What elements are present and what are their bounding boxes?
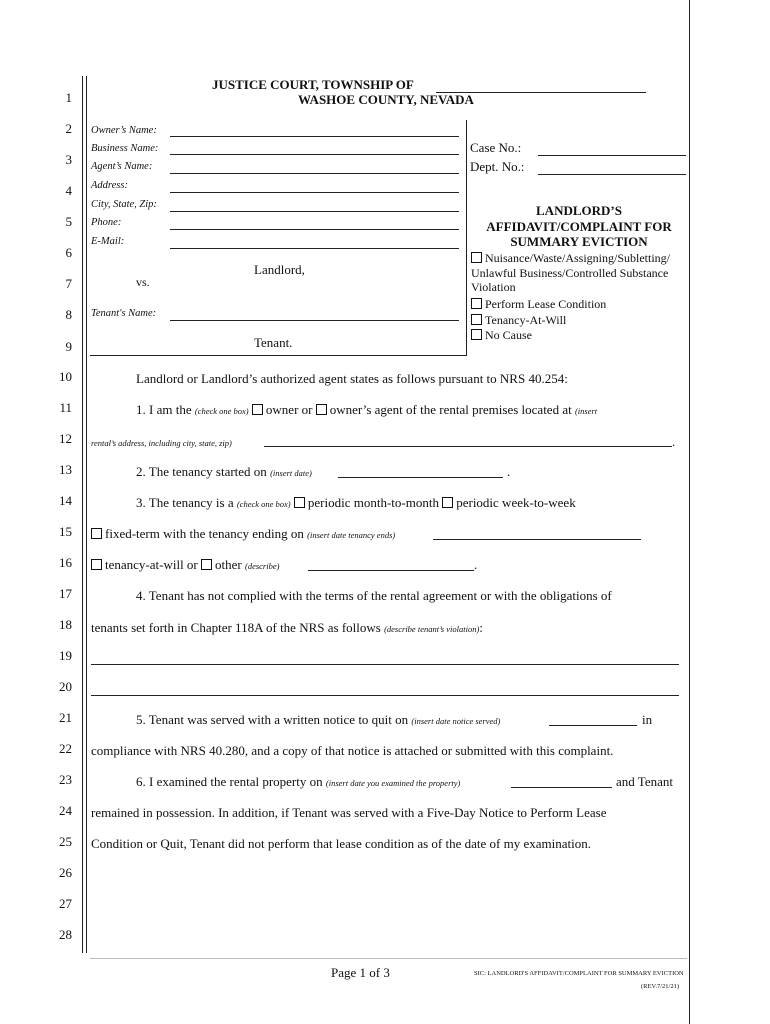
case-no-field[interactable] <box>538 155 686 156</box>
address-field[interactable] <box>170 192 459 193</box>
tenant-name-label: Tenant's Name: <box>91 308 157 319</box>
line-number: 16 <box>59 555 72 570</box>
line-number: 2 <box>65 121 72 136</box>
vs-label: vs. <box>136 275 150 289</box>
week-to-week-checkbox[interactable] <box>442 497 453 508</box>
line-number: 24 <box>59 803 72 818</box>
p1-hint: (check one box) <box>194 406 249 416</box>
tenancy-end-field[interactable] <box>433 539 641 540</box>
case-no-label: Case No.: <box>470 140 522 155</box>
tenancy-at-will-checkbox[interactable] <box>91 559 102 570</box>
p2-end: . <box>507 464 511 479</box>
line-number: 23 <box>59 772 72 787</box>
court-name: JUSTICE COURT, TOWNSHIP OF <box>212 77 414 92</box>
business-name-label: Business Name: <box>91 143 159 154</box>
p1-hint-3: rental’s address, including city, state, zip) <box>91 438 232 448</box>
option-perform-lease[interactable] <box>471 297 606 312</box>
form-revision: (REV.7/21/21) <box>641 983 679 990</box>
month-to-month-checkbox[interactable] <box>294 497 305 508</box>
margin-rule-left-1 <box>82 76 83 953</box>
checkbox-icon[interactable] <box>471 314 482 325</box>
p3-hint-3: (describe) <box>244 561 280 571</box>
line-number: 4 <box>65 183 72 198</box>
city-label: City, State, Zip: <box>91 199 157 210</box>
p6-text: 6. I examined the rental property on <box>136 774 323 789</box>
agent-checkbox[interactable] <box>316 404 327 415</box>
p4-hint: (describe tenant’s violation) <box>384 624 480 634</box>
paragraph-5-line2: compliance with NRS 40.280, and a copy of that notice is attached or submitted with this complaint. <box>91 743 614 758</box>
p1-hint-2: (insert <box>574 406 598 416</box>
line-number: 26 <box>59 865 72 880</box>
line-number: 21 <box>59 710 72 725</box>
page-number: Page 1 of 3 <box>331 965 390 980</box>
p3-hint: (check one box) <box>236 499 291 509</box>
paragraph-1-cont <box>91 434 232 450</box>
p6-hint: (insert date you examined the property) <box>325 778 461 788</box>
title-line-2: AFFIDAVIT/COMPLAINT FOR <box>486 219 672 234</box>
paragraph-4-line2 <box>91 620 483 636</box>
p6-and: and Tenant <box>616 774 673 789</box>
p3-opt4-label: tenancy-at-will or <box>105 557 198 572</box>
phone-label: Phone: <box>91 217 122 228</box>
option-nuisance-line2: Unlawful Business/Controlled Substance <box>471 266 669 280</box>
owner-name-field[interactable] <box>170 136 459 137</box>
other-checkbox[interactable] <box>201 559 212 570</box>
footer-rule <box>90 958 687 959</box>
caption-right-rule <box>466 120 467 356</box>
option-no-cause[interactable] <box>471 328 532 343</box>
line-number: 20 <box>59 679 72 694</box>
p3-opt1-label: periodic month-to-month <box>307 495 439 510</box>
agent-name-label: Agent’s Name: <box>91 161 153 172</box>
landlord-label: Landlord, <box>254 262 305 277</box>
line-number: 19 <box>59 648 72 663</box>
margin-rule-left-2 <box>86 76 87 953</box>
rental-address-field[interactable] <box>264 446 672 447</box>
p5-hint: (insert date notice served) <box>411 716 501 726</box>
p1-end: . <box>672 434 676 449</box>
line-number: 10 <box>59 369 72 384</box>
tenant-label: Tenant. <box>254 335 293 350</box>
p3-opt5-label: other <box>215 557 242 572</box>
notice-date-field[interactable] <box>549 725 637 726</box>
owner-checkbox[interactable] <box>252 404 263 415</box>
business-name-field[interactable] <box>170 154 459 155</box>
p3-text: 3. The tenancy is a <box>136 495 234 510</box>
phone-field[interactable] <box>170 229 459 230</box>
agent-name-field[interactable] <box>170 173 459 174</box>
checkbox-icon[interactable] <box>471 329 482 340</box>
line-number: 17 <box>59 586 72 601</box>
line-number: 27 <box>59 896 72 911</box>
paragraph-3-line2 <box>91 526 395 542</box>
p4-colon: : <box>479 620 483 635</box>
paragraph-6 <box>136 774 460 790</box>
checkbox-icon[interactable] <box>471 298 482 309</box>
paragraph-3-line3 <box>91 557 279 573</box>
paragraph-6-line2: remained in possession. In addition, if Tenant was served with a Five-Day Notice to Perform Lease <box>91 805 607 820</box>
p3-opt2-label: periodic week-to-week <box>456 495 576 510</box>
other-describe-field[interactable] <box>308 570 474 571</box>
paragraph-3 <box>136 495 576 511</box>
option-tenancy-at-will-label: Tenancy-At-Will <box>485 313 567 327</box>
p5-in: in <box>642 712 653 727</box>
line-number: 15 <box>59 524 72 539</box>
line-number: 7 <box>65 276 72 291</box>
option-tenancy-at-will[interactable] <box>471 313 566 328</box>
option-perform-lease-label: Perform Lease Condition <box>485 297 607 311</box>
line-number: 9 <box>65 339 72 354</box>
p5-text: 5. Tenant was served with a written notice to quit on <box>136 712 409 727</box>
line-number: 18 <box>59 617 72 632</box>
fixed-term-checkbox[interactable] <box>91 528 102 539</box>
margin-rule-right <box>689 0 690 1024</box>
line-number: 1 <box>65 90 72 105</box>
owner-name-label: Owner’s Name: <box>91 125 157 136</box>
city-field[interactable] <box>170 211 459 212</box>
line-number: 6 <box>65 245 72 260</box>
p1-text: 1. I am the <box>136 402 192 417</box>
line-number: 25 <box>59 834 72 849</box>
line-number: 12 <box>59 431 72 446</box>
option-nuisance-line3: Violation <box>471 280 516 294</box>
p3-opt3-label: fixed-term with the tenancy ending on <box>105 526 304 541</box>
paragraph-2 <box>136 464 312 480</box>
option-nuisance[interactable] <box>471 251 670 266</box>
intro-paragraph: Landlord or Landlord’s authorized agent states as follows pursuant to NRS 40.254: <box>136 371 568 386</box>
paragraph-6-line3: Condition or Quit, Tenant did not perform that lease condition as of the date of my examination. <box>91 836 591 851</box>
exam-date-field[interactable] <box>511 787 612 788</box>
violation-field-2[interactable] <box>91 695 679 696</box>
email-field[interactable] <box>170 248 459 249</box>
line-number: 22 <box>59 741 72 756</box>
title-line-3: SUMMARY EVICTION <box>510 234 648 249</box>
county-name: WASHOE COUNTY, NEVADA <box>298 92 474 107</box>
line-number: 28 <box>59 927 72 942</box>
line-number: 11 <box>59 400 72 415</box>
p4-text: tenants set forth in Chapter 118A of the NRS as follows <box>91 620 381 635</box>
dept-no-field[interactable] <box>538 174 686 175</box>
option-nuisance-label: Nuisance/Waste/Assigning/Subletting/ <box>485 251 671 265</box>
email-label: E-Mail: <box>91 236 125 247</box>
paragraph-4: 4. Tenant has not complied with the terms of the rental agreement or with the obligations of <box>136 588 612 603</box>
paragraph-1 <box>136 402 597 418</box>
caption-bottom-rule <box>90 355 467 356</box>
line-number: 14 <box>59 493 72 508</box>
violation-field-1[interactable] <box>91 664 679 665</box>
tenant-name-field[interactable] <box>170 320 459 321</box>
p1-owner-label: owner or <box>265 402 313 417</box>
line-number: 13 <box>59 462 72 477</box>
p3-hint-2: (insert date tenancy ends) <box>307 530 396 540</box>
line-number: 8 <box>65 307 72 322</box>
tenancy-start-field[interactable] <box>338 477 503 478</box>
form-name: SIC: LANDLORD'S AFFIDAVIT/COMPLAINT FOR SUMMARY EVICTION <box>474 970 684 977</box>
p2-text: 2. The tenancy started on <box>136 464 267 479</box>
dept-no-label: Dept. No.: <box>470 159 525 174</box>
checkbox-icon[interactable] <box>471 252 482 263</box>
p2-hint: (insert date) <box>270 468 312 478</box>
line-number: 3 <box>65 152 72 167</box>
paragraph-5 <box>136 712 500 728</box>
address-label: Address: <box>91 180 128 191</box>
p1-agent-label: owner’s agent of the rental premises located at <box>329 402 572 417</box>
line-number: 5 <box>65 214 72 229</box>
option-no-cause-label: No Cause <box>485 328 532 342</box>
p3-end: . <box>474 557 478 572</box>
title-line-1: LANDLORD’S <box>536 203 622 218</box>
